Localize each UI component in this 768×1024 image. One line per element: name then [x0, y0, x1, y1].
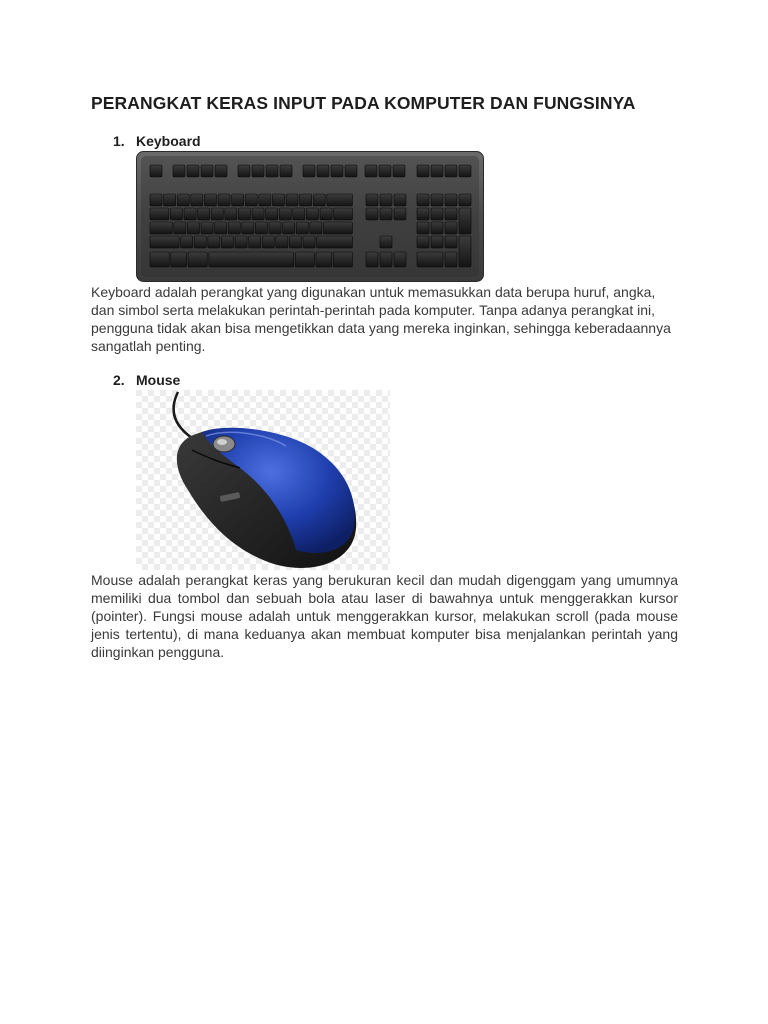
keyboard-key [215, 165, 227, 177]
item-heading-mouse [113, 372, 180, 388]
keyboard-key [316, 252, 332, 267]
keyboard-key [417, 222, 429, 234]
keyboard-key [150, 208, 169, 220]
keyboard-key [417, 194, 429, 206]
keyboard-key [379, 165, 391, 177]
keyboard-key [171, 252, 187, 267]
keyboard-key [173, 165, 185, 177]
keyboard-key [459, 236, 471, 267]
mouse-image [136, 390, 390, 570]
keyboard-key [150, 194, 162, 206]
keyboard-key [320, 208, 332, 220]
keyboard-key [345, 165, 357, 177]
keyboard-key [204, 194, 216, 206]
keyboard-key [323, 222, 352, 234]
keyboard-key [218, 194, 230, 206]
keyboard-key [380, 252, 392, 267]
keyboard-key [242, 222, 254, 234]
keyboard-key [300, 194, 312, 206]
keyboard-key [177, 194, 189, 206]
keyboard-key [417, 236, 429, 248]
keyboard-key [276, 236, 288, 248]
keyboard-key [380, 208, 392, 220]
keyboard-key [245, 194, 257, 206]
keyboard-key [255, 222, 267, 234]
keyboard-key [431, 236, 443, 248]
item-title: Mouse [136, 372, 181, 388]
keyboard-key [393, 165, 405, 177]
item-number: 2. [113, 372, 125, 388]
keyboard-key [459, 165, 471, 177]
keyboard-key [303, 165, 315, 177]
keyboard-key [188, 252, 207, 267]
keyboard-key [380, 194, 392, 206]
keyboard-key [232, 194, 244, 206]
keyboard-key [289, 236, 301, 248]
keyboard-key [445, 222, 457, 234]
keyboard-key [417, 252, 443, 267]
keyboard-key [150, 165, 162, 177]
keyboard-key [334, 208, 353, 220]
keyboard-key [238, 208, 250, 220]
keyboard-key [174, 222, 186, 234]
keyboard-image [136, 151, 484, 282]
keyboard-key [225, 208, 237, 220]
keyboard-key [266, 165, 278, 177]
keyboard-key [317, 165, 329, 177]
keyboard-key [445, 208, 457, 220]
keyboard-key [394, 208, 406, 220]
keyboard-key [252, 165, 264, 177]
keyboard-key [445, 252, 457, 267]
item-title: Keyboard [136, 133, 201, 149]
keyboard-key [262, 236, 274, 248]
keyboard-key [235, 236, 247, 248]
keyboard-key [366, 194, 378, 206]
keyboard-key [266, 208, 278, 220]
keyboard-key [194, 236, 206, 248]
keyboard-key [445, 194, 457, 206]
keyboard-key [170, 208, 182, 220]
item-number: 1. [113, 133, 125, 149]
keyboard-key [150, 222, 172, 234]
keyboard-key [286, 194, 298, 206]
keyboard-key [187, 165, 199, 177]
keyboard-key [181, 236, 193, 248]
keyboard-key [184, 208, 196, 220]
keyboard-key [259, 194, 271, 206]
keyboard-description: Keyboard adalah perangkat yang digunakan untuk memasukkan data berupa huruf, angka, dan simbol serta melakukan perintah-perintah pada komputer. Tanpa adanya perangkat ini, pengguna tidak akan bisa mengetikkan data yang mereka inginkan, sehingga keberadaannya sangatlah penting. [91, 284, 671, 354]
keyboard-key [211, 208, 223, 220]
keyboard-key [198, 208, 210, 220]
keyboard-key [431, 194, 443, 206]
keyboard-key [394, 194, 406, 206]
keyboard-key [150, 236, 179, 248]
keyboard-key [366, 252, 378, 267]
keyboard-key [310, 222, 322, 234]
keyboard-key [327, 194, 353, 206]
keyboard-key [215, 222, 227, 234]
keyboard-key [272, 194, 284, 206]
keyboard-key [208, 236, 220, 248]
keyboard-key [394, 252, 406, 267]
keyboard-key [296, 222, 308, 234]
keyboard-key [201, 165, 213, 177]
item-heading-keyboard [113, 133, 201, 149]
keyboard-key [313, 194, 325, 206]
page-title: PERANGKAT KERAS INPUT PADA KOMPUTER DAN FUNGSINYA [91, 93, 636, 113]
keyboard-key [431, 208, 443, 220]
keyboard-key [431, 222, 443, 234]
keyboard-key [228, 222, 240, 234]
keyboard-key [417, 208, 429, 220]
keyboard-key [201, 222, 213, 234]
keyboard-key [252, 208, 264, 220]
mouse-description: Mouse adalah perangkat keras yang berukuran kecil dan mudah digenggam yang umumnya memiliki dua tombol dan sebuah bola atau laser di bawahnya untuk menggerakkan kursor (pointer). Fungsi mouse adalah untuk menggerakkan kursor, melakukan scroll (pada mouse jenis tertentu), di mana keduanya akan membuat komputer bisa menjalankan perintah yang diinginkan pengguna. [91, 572, 678, 660]
keyboard-key [295, 252, 314, 267]
keyboard-key [380, 236, 392, 248]
keyboard-key [417, 165, 429, 177]
keyboard-key [365, 165, 377, 177]
keyboard-key [317, 236, 353, 248]
keyboard-key [333, 252, 352, 267]
keyboard-key [303, 236, 315, 248]
keyboard-key [306, 208, 318, 220]
keyboard-key [221, 236, 233, 248]
keyboard-key [209, 252, 294, 267]
keyboard-key [249, 236, 261, 248]
keyboard-key [293, 208, 305, 220]
keyboard-key [150, 252, 169, 267]
keyboard-key [187, 222, 199, 234]
keyboard-key [366, 208, 378, 220]
keyboard-key [164, 194, 176, 206]
keyboard-key [283, 222, 295, 234]
keyboard-key [445, 165, 457, 177]
keyboard-key [445, 236, 457, 248]
keyboard-key [238, 165, 250, 177]
keyboard-key [280, 165, 292, 177]
keyboard-key [459, 208, 471, 234]
keyboard-key [431, 165, 443, 177]
keyboard-key [191, 194, 203, 206]
keyboard-key [459, 194, 471, 206]
keyboard-key [279, 208, 291, 220]
keyboard-key [331, 165, 343, 177]
keyboard-key [269, 222, 281, 234]
